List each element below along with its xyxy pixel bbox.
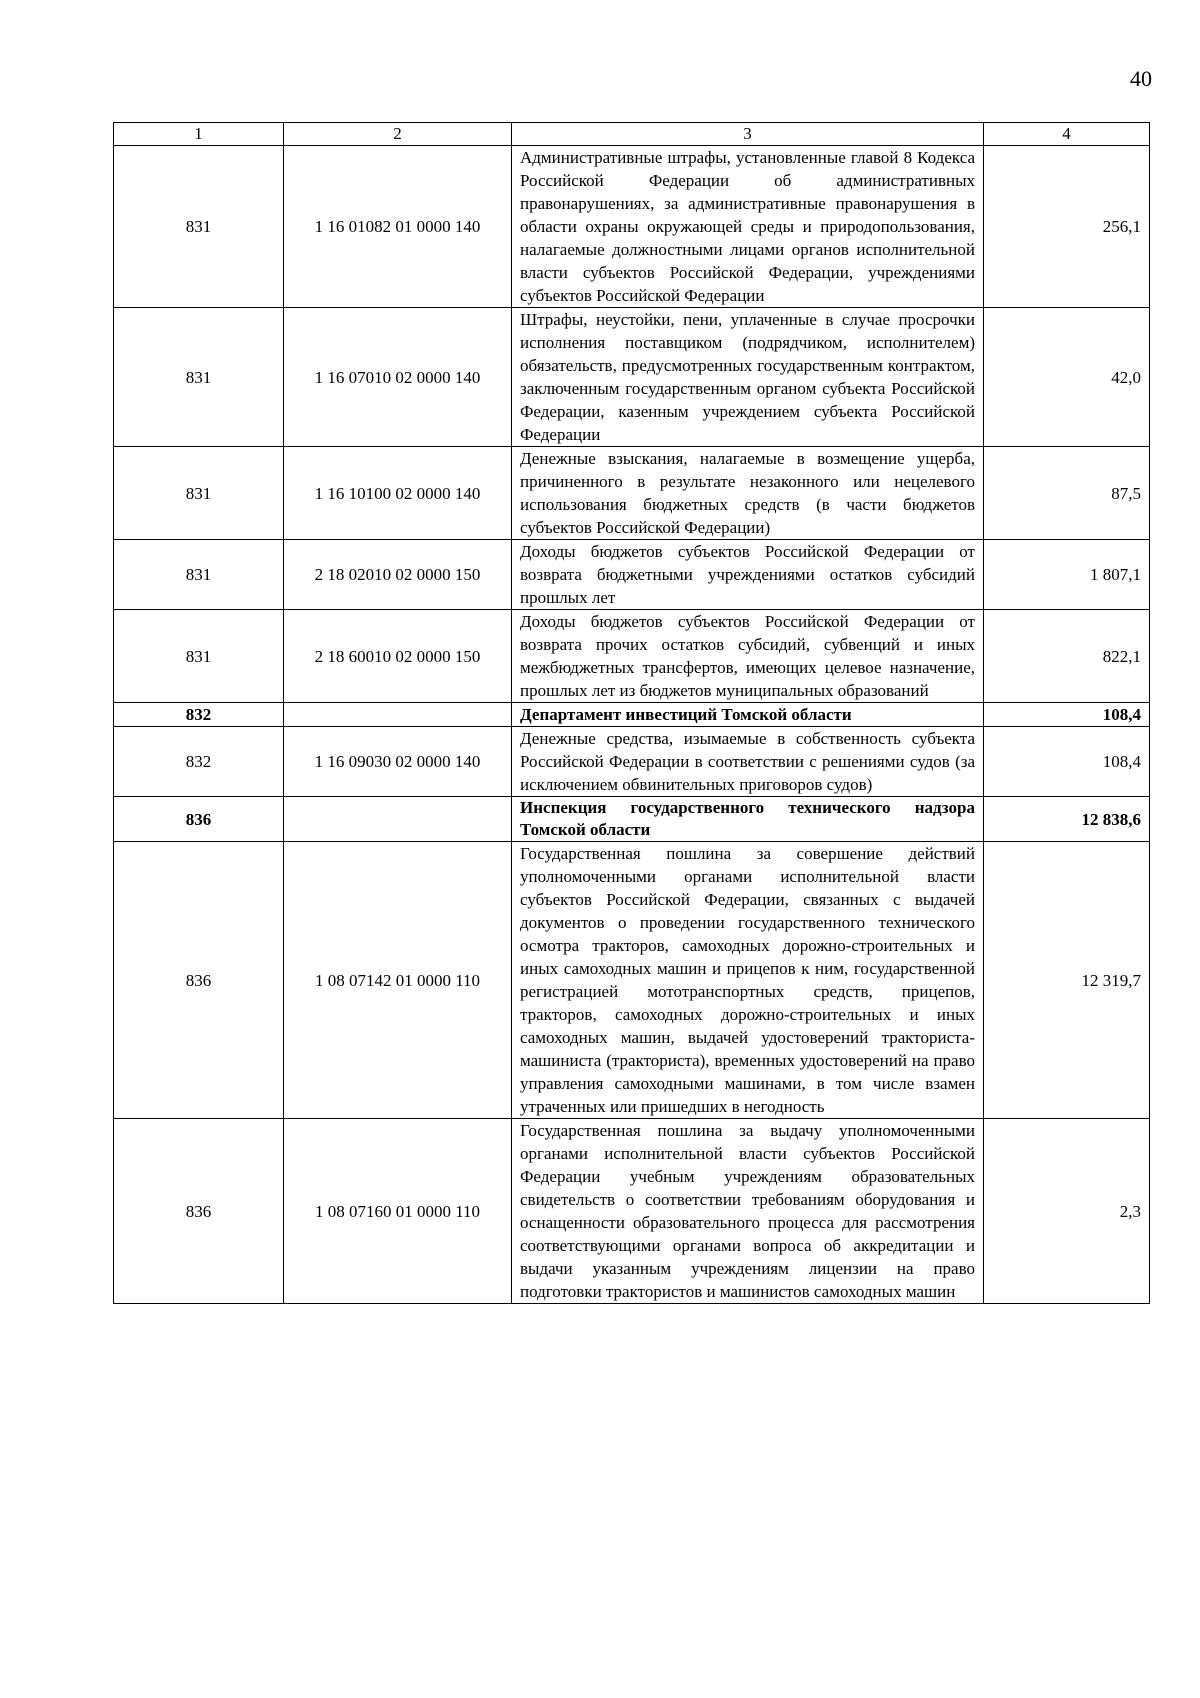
revenue-code-cell (284, 797, 512, 842)
revenue-code-cell: 1 16 09030 02 0000 140 (284, 727, 512, 797)
admin-code-cell: 836 (114, 797, 284, 842)
header-col-3: 3 (512, 123, 984, 146)
amount-cell: 12 838,6 (984, 797, 1150, 842)
header-col-2: 2 (284, 123, 512, 146)
page-number: 40 (1130, 66, 1152, 91)
revenue-name-cell: Административные штрафы, установленные главой 8 Кодекса Российской Федерации об административных правонарушениях, за административные правонарушения в области охраны окружающей среды и природопользования, налагаемые должностными лицами органов исполнительной власти субъектов Российской Федерации, учреждениями субъектов Российской Федерации (512, 146, 984, 308)
table-row (114, 610, 1150, 703)
amount-cell: 2,3 (984, 1119, 1150, 1304)
revenue-name-cell: Денежные взыскания, налагаемые в возмещение ущерба, причиненного в результате незаконного или нецелевого использования бюджетных средств (в части бюджетов субъектов Российской Федерации) (512, 447, 984, 540)
table-header-row (114, 123, 1150, 146)
table-section-row (114, 703, 1150, 727)
table-row (114, 146, 1150, 308)
amount-cell: 12 319,7 (984, 842, 1150, 1119)
revenue-name-cell: Денежные средства, изымаемые в собственность субъекта Российской Федерации в соответствии с решениями судов (за исключением обвинительных приговоров судов) (512, 727, 984, 797)
revenue-code-cell: 1 08 07142 01 0000 110 (284, 842, 512, 1119)
revenue-code-cell: 1 08 07160 01 0000 110 (284, 1119, 512, 1304)
table-section-row (114, 797, 1150, 842)
admin-code-cell: 836 (114, 842, 284, 1119)
revenue-name-cell: Доходы бюджетов субъектов Российской Федерации от возврата прочих остатков субсидий, субвенций и иных межбюджетных трансфертов, имеющих целевое назначение, прошлых лет из бюджетов муниципальных образований (512, 610, 984, 703)
admin-code-cell: 831 (114, 308, 284, 447)
revenue-code-cell: 1 16 01082 01 0000 140 (284, 146, 512, 308)
admin-code-cell: 836 (114, 1119, 284, 1304)
revenue-code-cell: 1 16 10100 02 0000 140 (284, 447, 512, 540)
admin-code-cell: 832 (114, 703, 284, 727)
amount-cell: 1 807,1 (984, 540, 1150, 610)
revenue-table (113, 122, 1150, 1304)
table-row (114, 1119, 1150, 1304)
admin-code-cell: 831 (114, 610, 284, 703)
revenue-name-cell: Штрафы, неустойки, пени, уплаченные в случае просрочки исполнения поставщиком (подрядчиком, исполнителем) обязательств, предусмотренных государственным контрактом, заключенным государственным органом субъекта Российской Федерации, казенным учреждением субъекта Российской Федерации (512, 308, 984, 447)
table-row (114, 540, 1150, 610)
amount-cell: 822,1 (984, 610, 1150, 703)
admin-code-cell: 831 (114, 447, 284, 540)
revenue-code-cell (284, 703, 512, 727)
admin-code-cell: 832 (114, 727, 284, 797)
table-row (114, 842, 1150, 1119)
table-row (114, 727, 1150, 797)
amount-cell: 108,4 (984, 727, 1150, 797)
amount-cell: 108,4 (984, 703, 1150, 727)
header-col-1: 1 (114, 123, 284, 146)
header-col-4: 4 (984, 123, 1150, 146)
revenue-name-cell: Государственная пошлина за совершение действий уполномоченными органами исполнительной власти субъектов Российской Федерации, связанных с выдачей документов о проведении государственного технического осмотра тракторов, самоходных дорожно-строительных и иных самоходных машин и прицепов к ним, государственной регистрацией мототранспортных средств, прицепов, тракторов, самоходных дорожно-строительных и иных самоходных машин, выдачей удостоверений тракториста-машиниста (тракториста), временных удостоверений на право управления самоходными машинами, в том числе взамен утраченных или пришедших в негодность (512, 842, 984, 1119)
table-body (114, 123, 1150, 1304)
revenue-name-cell: Доходы бюджетов субъектов Российской Федерации от возврата бюджетными учреждениями остатков субсидий прошлых лет (512, 540, 984, 610)
table-row (114, 308, 1150, 447)
revenue-code-cell: 2 18 02010 02 0000 150 (284, 540, 512, 610)
revenue-name-cell: Государственная пошлина за выдачу уполномоченными органами исполнительной власти субъектов Российской Федерации учебным учреждениям образовательных свидетельств о соответствии требованиям оборудования и оснащенности образовательного процесса для рассмотрения соответствующими органами вопроса об аккредитации и выдачи указанным учреждениям лицензии на право подготовки трактористов и машинистов самоходных машин (512, 1119, 984, 1304)
amount-cell: 256,1 (984, 146, 1150, 308)
revenue-name-cell: Инспекция государственного технического надзора Томской области (512, 797, 984, 842)
revenue-code-cell: 2 18 60010 02 0000 150 (284, 610, 512, 703)
revenue-code-cell: 1 16 07010 02 0000 140 (284, 308, 512, 447)
revenue-name-cell: Департамент инвестиций Томской области (512, 703, 984, 727)
amount-cell: 42,0 (984, 308, 1150, 447)
admin-code-cell: 831 (114, 146, 284, 308)
admin-code-cell: 831 (114, 540, 284, 610)
table-row (114, 447, 1150, 540)
amount-cell: 87,5 (984, 447, 1150, 540)
